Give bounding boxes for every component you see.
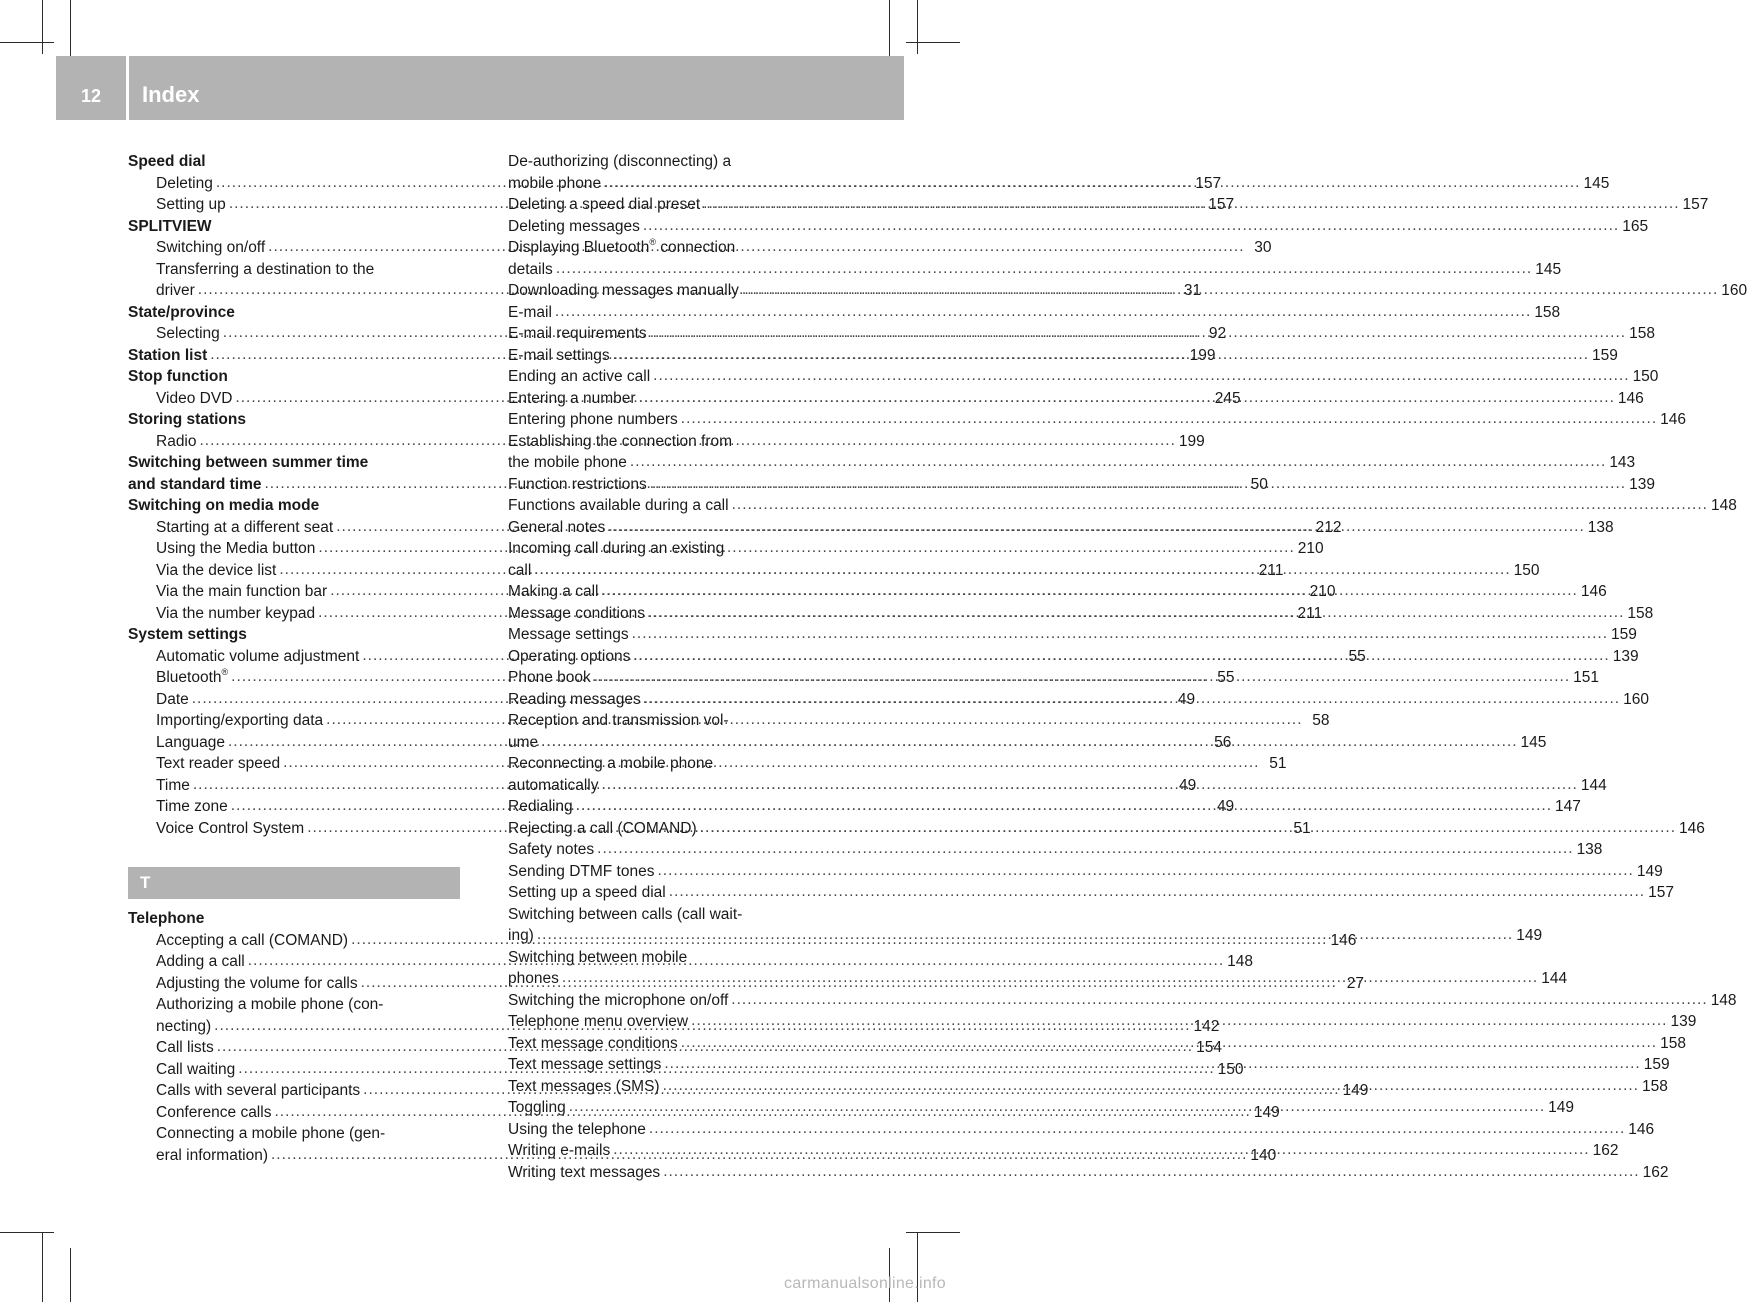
entry-label-line: De-authorizing (disconnecting) a (508, 153, 732, 170)
crop-mark (42, 1232, 43, 1302)
entry-page: 51 (1269, 755, 1287, 772)
entry-page: 212 (1315, 518, 1342, 536)
index-entry[interactable] (508, 624, 1637, 646)
crop-mark (0, 1232, 54, 1233)
leader-dots (537, 924, 1513, 946)
entry-label: eral information) (156, 1146, 268, 1164)
registered-mark: ® (221, 666, 229, 677)
crop-mark (70, 1248, 71, 1302)
entry-label (156, 667, 228, 689)
leader-dots (556, 258, 1532, 280)
entry-page: 55 (1348, 647, 1366, 665)
entry-page: 143 (1609, 454, 1636, 471)
index-entry[interactable] (508, 1097, 1575, 1119)
crop-mark (906, 1232, 960, 1233)
leader-dots (650, 473, 1626, 495)
index-entry[interactable] (508, 452, 1636, 474)
index-entry[interactable] (508, 194, 1709, 216)
leader-dots (555, 301, 1531, 323)
entry-label-line: Establishing the connection from (508, 432, 733, 450)
entry-label: Date (156, 690, 189, 708)
leader-dots (664, 1053, 1640, 1075)
index-entry[interactable] (508, 1119, 1655, 1141)
entry-label: ing) (508, 927, 534, 944)
entry-label: Voice Control System (156, 819, 305, 837)
entry-label: Entering phone numbers (508, 411, 678, 428)
leader-dots (669, 881, 1645, 903)
entry-label: Writing text messages (508, 1163, 661, 1181)
entry-label: mobile phone (508, 174, 602, 192)
entry-label: Video DVD (156, 389, 233, 407)
entry-label: Operating options (508, 647, 631, 665)
crop-mark (42, 0, 43, 54)
entry-label: Call waiting (156, 1060, 236, 1078)
entry-label: Making a call (508, 583, 599, 600)
entry-label: Deleting messages (508, 217, 640, 235)
entry-label: Via the device list (156, 561, 277, 579)
entry-label: Rejecting a call (COMAND) (508, 819, 697, 837)
entry-page: 146 (1330, 931, 1357, 949)
section-letter-bar (128, 867, 460, 899)
entry-label: Redialing (508, 798, 573, 815)
entry-page: 92 (1208, 325, 1227, 342)
entry-label: the mobile phone (508, 454, 627, 471)
entry-page: 144 (1541, 970, 1568, 987)
entry-label: Accepting a call (COMAND) (156, 931, 349, 949)
entry-label-text: Bluetooth (156, 669, 222, 686)
entry-page: 138 (1576, 841, 1603, 858)
leader-dots (700, 817, 1676, 839)
entry-label: Text reader speed (156, 755, 281, 772)
entry-page: 157 (1208, 196, 1235, 213)
entry-page: 144 (1580, 776, 1607, 794)
entry-label: Calls with several participants (156, 1082, 361, 1099)
entry-page: 146 (1617, 389, 1644, 407)
leader-dots (731, 989, 1707, 1011)
index-heading: Storing stations (128, 411, 246, 428)
crop-mark (906, 42, 960, 43)
entry-page: 158 (1534, 303, 1561, 321)
entry-page: 160 (1623, 690, 1649, 708)
index-heading: Switching between summer time (128, 454, 369, 471)
entry-label: Selecting (156, 325, 220, 342)
page-title: Index (142, 82, 200, 107)
crop-mark (70, 0, 71, 56)
leader-dots (681, 1032, 1657, 1054)
leader-dots (742, 279, 1718, 301)
leader-dots (703, 193, 1679, 215)
entry-label: details (508, 260, 553, 278)
entry-label-line: Transferring a destination to the (156, 260, 375, 278)
entry-label: Message settings (508, 626, 629, 643)
entry-label: Text messages (SMS) (508, 1077, 660, 1095)
index-entry[interactable] (508, 409, 1687, 431)
index-entry[interactable] (508, 366, 1659, 388)
entry-page: 159 (1592, 346, 1618, 364)
entry-page: 145 (1535, 260, 1562, 278)
entry-label: Deleting (156, 174, 213, 192)
leader-dots (569, 1096, 1545, 1118)
index-entry[interactable] (508, 861, 1663, 883)
entry-page: 157 (1682, 196, 1709, 213)
index-entry[interactable] (508, 216, 1649, 238)
index-entry[interactable] (508, 495, 1737, 517)
section-letter: T (140, 873, 151, 892)
index-entry[interactable] (508, 882, 1674, 904)
crop-mark (889, 0, 890, 56)
entry-page: 150 (1632, 368, 1659, 385)
entry-label: General notes (508, 518, 606, 536)
entry-page: 146 (1580, 583, 1607, 600)
entry-page: 158 (1660, 1034, 1686, 1052)
entry-label: Language (156, 733, 225, 751)
entry-label: Using the Media button (156, 540, 316, 557)
entry-label: ume (508, 733, 539, 751)
entry-page: 162 (1592, 1142, 1619, 1159)
entry-label: Phone book (508, 669, 591, 686)
entry-label: Adjusting the volume for calls (156, 974, 358, 992)
entry-label: E-mail (508, 303, 552, 321)
entry-label-line: Switching between calls (call wait- (508, 905, 743, 923)
entry-label: Message conditions (508, 604, 645, 622)
leader-dots (601, 580, 1577, 602)
entry-page: 154 (1196, 1039, 1222, 1056)
entry-label: Safety notes (508, 841, 595, 858)
entry-label-line: Incoming call during an existing (508, 540, 725, 557)
entry-label: Time zone (156, 798, 228, 815)
entry-page: 149 (1636, 862, 1663, 880)
leader-dots (653, 365, 1629, 387)
entry-page: 140 (1250, 1146, 1277, 1164)
entry-label: Starting at a different seat (156, 518, 334, 536)
entry-label: driver (156, 282, 195, 299)
entry-page: 149 (1253, 1103, 1280, 1121)
entry-label: E-mail settings (508, 346, 610, 364)
entry-page: 210 (1309, 583, 1336, 600)
leader-dots (541, 731, 1517, 753)
entry-label: Via the number keypad (156, 604, 316, 622)
entry-page: 139 (1629, 475, 1655, 493)
index-heading: Telephone (128, 910, 205, 927)
entry-page: 157 (1648, 884, 1674, 901)
entry-page: 148 (1710, 497, 1737, 514)
crop-mark (0, 42, 54, 43)
entry-page: 58 (1312, 712, 1330, 729)
entry-label: Writing e-mails (508, 1142, 611, 1159)
leader-dots (562, 967, 1538, 989)
entry-page: 158 (1642, 1077, 1668, 1095)
entry-label-line (508, 237, 811, 259)
entry-label-line: Authorizing a mobile phone (con- (156, 996, 384, 1013)
index-entry[interactable] (508, 302, 1561, 324)
entry-label: Via the main function bar (156, 583, 328, 600)
entry-label-line: Reception and transmission vol- (508, 712, 729, 729)
entry-label: necting) (156, 1017, 212, 1035)
entry-page: 142 (1193, 1017, 1220, 1035)
leader-dots (644, 688, 1620, 710)
index-entry[interactable] (508, 839, 1603, 861)
entry-page: 199 (1189, 346, 1216, 364)
entry-label: Automatic volume adjustment (156, 647, 360, 665)
entry-label: E-mail requirements (508, 325, 647, 342)
index-entry[interactable] (508, 990, 1737, 1012)
entry-label: Switching the microphone on/off (508, 991, 729, 1009)
leader-dots (632, 623, 1608, 645)
entry-page: 50 (1250, 475, 1268, 493)
entry-label-line: Connecting a mobile phone (gen- (156, 1125, 386, 1142)
leader-dots (594, 666, 1570, 688)
leader-dots (732, 494, 1708, 516)
entry-label: Toggling (508, 1099, 566, 1116)
leader-dots (608, 516, 1584, 538)
leader-dots (633, 645, 1609, 667)
watermark: carmanualsonline.info (784, 1275, 946, 1292)
entry-label: Function restrictions (508, 475, 647, 493)
entry-page: 157 (1195, 174, 1222, 192)
entry-label: Conference calls (156, 1103, 272, 1121)
entry-label: Telephone menu overview (508, 1013, 689, 1030)
index-entry[interactable] (508, 259, 1562, 281)
entry-page: 31 (1183, 282, 1202, 299)
leader-dots (613, 1139, 1589, 1161)
entry-page: 159 (1611, 626, 1637, 643)
entry-page: 49 (1177, 690, 1196, 708)
entry-page: 139 (1670, 1013, 1697, 1030)
entry-label: Functions available during a call (508, 497, 729, 514)
entry-label: Sending DTMF tones (508, 862, 655, 880)
entry-label: Ending an active call (508, 368, 651, 385)
page-header (56, 56, 904, 120)
leader-dots (601, 774, 1577, 796)
entry-page: 160 (1721, 282, 1747, 299)
leader-dots (681, 408, 1657, 430)
entry-label: Station list (128, 346, 208, 364)
entry-label: Text message conditions (508, 1034, 678, 1052)
entry-page: 149 (1548, 1099, 1575, 1116)
entry-label: Setting up a speed dial (508, 884, 666, 901)
index-heading: Switching on media mode (128, 497, 320, 514)
entry-page: 150 (1217, 1060, 1244, 1078)
entry-page: 162 (1642, 1163, 1669, 1181)
entry-page: 211 (1297, 604, 1323, 622)
entry-label-text: connection (655, 239, 736, 256)
entry-page: 149 (1516, 927, 1543, 944)
leader-dots (576, 795, 1552, 817)
index-heading: System settings (128, 626, 247, 643)
entry-page: 145 (1583, 174, 1610, 192)
entry-page: 199 (1178, 432, 1205, 450)
entry-page: 27 (1346, 974, 1364, 992)
leader-dots (663, 1075, 1639, 1097)
entry-page: 151 (1573, 669, 1600, 686)
leader-dots (326, 709, 1302, 731)
page-number: 12 (80, 86, 102, 106)
entry-label: Downloading messages manually (508, 282, 739, 299)
entry-page: 49 (1179, 776, 1197, 794)
entry-page: 158 (1629, 325, 1655, 342)
entry-page: 159 (1643, 1056, 1670, 1073)
entry-page: 245 (1214, 389, 1241, 407)
entry-page: 30 (1254, 239, 1272, 256)
leader-dots (648, 602, 1624, 624)
entry-label-line: Switching between mobile (508, 948, 688, 966)
entry-label: call (508, 561, 532, 579)
entry-label: automatically (508, 776, 599, 794)
entry-label: Entering a number (508, 389, 636, 407)
entry-label: Deleting a speed dial preset (508, 196, 701, 213)
entry-label: Switching on/off (156, 239, 266, 256)
entry-label: Importing/exporting data (156, 712, 324, 729)
leader-dots (691, 1010, 1667, 1032)
entry-label-text: Displaying Bluetooth (508, 239, 650, 256)
entry-page: 56 (1214, 733, 1232, 751)
entry-page: 138 (1587, 518, 1614, 536)
entry-label: Call lists (156, 1039, 214, 1056)
leader-dots (630, 451, 1606, 473)
entry-page: 148 (1227, 953, 1254, 970)
entry-label: Reading messages (508, 690, 641, 708)
leader-dots (639, 387, 1615, 409)
entry-page: 150 (1513, 561, 1540, 579)
entry-page: 145 (1520, 733, 1547, 751)
entry-page: 55 (1217, 669, 1235, 686)
index-heading: State/province (128, 303, 235, 321)
entry-page: 146 (1628, 1120, 1655, 1138)
entry-page: 149 (1342, 1082, 1369, 1099)
crop-mark (917, 0, 918, 54)
header-divider (126, 56, 129, 120)
entry-page: 147 (1555, 798, 1581, 815)
entry-page: 51 (1293, 819, 1311, 837)
index-heading: SPLITVIEW (128, 217, 212, 235)
leader-dots (597, 838, 1573, 860)
entry-page: 148 (1710, 991, 1737, 1009)
entry-page: 210 (1297, 540, 1324, 557)
entry-label: Radio (156, 432, 197, 450)
entry-label: Setting up (156, 196, 226, 213)
entry-label: Time (156, 776, 190, 794)
entry-label: Text message settings (508, 1056, 662, 1073)
leader-dots (649, 1118, 1625, 1140)
index-entry[interactable] (508, 1162, 1669, 1184)
leader-dots (604, 172, 1580, 194)
entry-label-line: Reconnecting a mobile phone (508, 755, 714, 772)
entry-page: 146 (1660, 411, 1687, 428)
index-heading: Speed dial (128, 153, 206, 170)
leader-dots (534, 559, 1510, 581)
leader-dots (613, 344, 1589, 366)
entry-label: phones (508, 970, 559, 987)
index-entry[interactable] (128, 930, 1357, 952)
leader-dots (663, 1161, 1639, 1183)
entry-page: 139 (1612, 647, 1639, 665)
entry-page: 211 (1258, 561, 1284, 579)
entry-page: 146 (1679, 819, 1705, 837)
entry-page: 165 (1622, 217, 1649, 235)
registered-mark: ® (649, 236, 656, 247)
index-heading: Stop function (128, 368, 228, 385)
entry-page: 49 (1216, 798, 1235, 815)
leader-dots (657, 860, 1633, 882)
entry-label: and standard time (128, 475, 262, 493)
entry-label: Using the telephone (508, 1120, 646, 1138)
leader-dots (650, 322, 1626, 344)
leader-dots (643, 215, 1619, 237)
entry-label: Adding a call (156, 953, 245, 970)
entry-page: 158 (1627, 604, 1654, 622)
